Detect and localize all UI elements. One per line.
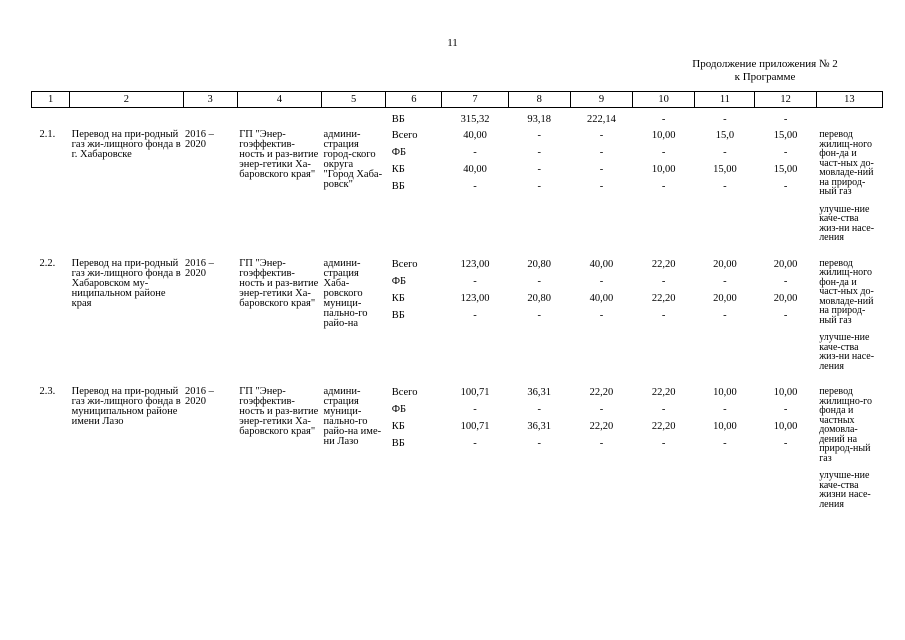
value-cell: - (661, 438, 666, 449)
executor: админи-страция муници-пально-го райо-на име-ни Лазо (323, 386, 382, 447)
values-col-7 (442, 130, 508, 251)
values-col-8 (508, 251, 570, 380)
col-header-3: 3 (183, 92, 237, 108)
col-header-9: 9 (570, 92, 632, 108)
value-cell: 40,00 (589, 292, 614, 304)
value-cell: - (473, 275, 477, 287)
result-text: улучше-ние каче-ства жиз-ни насе-ления (819, 332, 875, 372)
values-col-12 (755, 251, 816, 380)
row-number: 2.2. (39, 257, 56, 269)
value-cell: - (783, 114, 788, 125)
value-cell: - (723, 438, 727, 449)
value-cell: - (783, 309, 788, 321)
table-row (32, 379, 883, 517)
source-label: ВБ (391, 309, 405, 321)
expected-result (816, 251, 882, 380)
value-cell: 40,00 (463, 164, 487, 175)
value-cell: 10,00 (651, 130, 676, 141)
table-row-continuation (32, 108, 883, 131)
value-cell: - (537, 404, 541, 415)
header-row (32, 92, 883, 108)
values-col-9 (570, 251, 632, 380)
values-col-12 (755, 130, 816, 251)
value-cell: - (661, 404, 666, 415)
value-cell: 15,0 (715, 130, 735, 141)
table-row (32, 130, 883, 251)
value-cell: - (783, 404, 788, 415)
value-cell: 123,00 (460, 258, 490, 270)
value-cell: - (473, 438, 477, 449)
values-col-8 (508, 130, 570, 251)
source-label: ФБ (391, 404, 407, 415)
col-header-5: 5 (322, 92, 386, 108)
col-header-12: 12 (755, 92, 816, 108)
value-cell: 315,32 (460, 114, 490, 125)
value-cell: 15,00 (773, 130, 798, 141)
measure-name: Перевод на при-родный газ жи-лищного фонда в г. Хабаровске (71, 129, 181, 160)
value-cell: - (537, 130, 541, 141)
row-number: 2.3. (39, 386, 56, 397)
value-cell: - (661, 147, 666, 158)
value-cell: 10,00 (713, 387, 737, 398)
value-cell: 22,20 (589, 421, 614, 432)
col-header-13: 13 (816, 92, 882, 108)
value-cell: 100,71 (460, 421, 490, 432)
value-cell: - (473, 309, 477, 321)
appendix-caption (640, 58, 890, 84)
value-cell: - (473, 147, 477, 158)
value-cell: 36,31 (527, 421, 552, 432)
expected-result (816, 379, 882, 517)
value-cell: 20,00 (713, 258, 737, 270)
col-header-1: 1 (32, 92, 70, 108)
value-cell: - (723, 309, 727, 321)
source-cell: ВБ (391, 114, 405, 125)
value-cell: 10,00 (651, 164, 676, 175)
value-cell: - (723, 114, 727, 125)
source-label: КБ (391, 421, 405, 432)
value-cell: - (661, 309, 666, 321)
sources (386, 130, 442, 251)
value-cell: - (537, 309, 541, 321)
value-cell: - (599, 164, 604, 175)
value-cell: 100,71 (460, 387, 490, 398)
value-cell: - (537, 164, 541, 175)
value-cell: 22,20 (651, 292, 676, 304)
col-header-4: 4 (237, 92, 321, 108)
values-col-10 (633, 379, 695, 517)
value-cell: 22,20 (651, 387, 676, 398)
values-col-11 (695, 251, 755, 380)
value-cell: - (599, 147, 604, 158)
col-header-7: 7 (442, 92, 508, 108)
value-cell: 15,00 (773, 164, 798, 175)
value-cell: 22,20 (651, 421, 676, 432)
value-cell: 10,00 (713, 421, 737, 432)
value-cell: 36,31 (527, 387, 552, 398)
executor: админи-страция Хаба-ровского муници-пально-го райо-на (323, 257, 368, 329)
values-col-9 (570, 379, 632, 517)
appendix-caption-line-2: к Программе (734, 71, 796, 83)
page-number: 11 (447, 37, 458, 49)
executor: админи-страция город-ского округа "Город Хаба-ровск" (323, 129, 383, 190)
value-cell: - (783, 275, 788, 287)
value-cell: 40,00 (589, 258, 614, 270)
col-header-10: 10 (633, 92, 695, 108)
values-col-12 (755, 379, 816, 517)
value-cell: 20,80 (527, 258, 552, 270)
measure-name: Перевод на при-родный газ жи-лищного фонда в Хабаровском му-ниципальном районе края (71, 257, 181, 309)
value-cell: - (783, 438, 788, 449)
measure-name: Перевод на при-родный газ жи-лищного фонда в муниципальном районе имени Лазо (71, 386, 181, 427)
value-cell: 20,00 (773, 292, 798, 304)
result-text: перевод жилищно-го фонда и частных домовла-дений на природ-ный газ (819, 386, 873, 464)
state-program: ГП "Энер-гоэффектив-ность и раз-витие энер-гетики Ха-баровского края" (239, 386, 319, 437)
period: 2016 – 2020 (185, 257, 214, 279)
value-cell: 222,14 (587, 114, 616, 125)
value-cell: - (599, 309, 604, 321)
source-label: ФБ (391, 275, 407, 287)
value-cell: 20,00 (713, 292, 737, 304)
source-label: ФБ (391, 147, 407, 158)
value-cell: - (537, 275, 541, 287)
value-cell: - (723, 404, 727, 415)
value-cell: 10,00 (773, 421, 798, 432)
values-col-11 (695, 130, 755, 251)
row-number: 2.1. (39, 129, 56, 140)
result-text: перевод жилищ-ного фон-да и част-ных до-мовладе-ний на природ-ный газ (819, 257, 874, 326)
value-cell: - (661, 114, 666, 125)
value-cell: 20,80 (527, 292, 552, 304)
value-cell: 15,00 (713, 164, 737, 175)
table-row (32, 251, 883, 380)
col-header-2: 2 (70, 92, 183, 108)
value-cell: - (783, 147, 788, 158)
value-cell: 40,00 (463, 130, 487, 141)
source-label: КБ (391, 292, 405, 304)
value-cell: - (599, 275, 604, 287)
values-col-7 (442, 251, 508, 380)
value-cell: - (661, 275, 666, 287)
value-cell: - (473, 181, 477, 192)
value-cell: - (537, 438, 541, 449)
values-col-9 (570, 130, 632, 251)
values-col-8 (508, 379, 570, 517)
value-cell: - (723, 275, 727, 287)
appendix-caption-line-1: Продолжение приложения № 2 (692, 58, 838, 70)
col-header-8: 8 (508, 92, 570, 108)
expected-result (816, 130, 882, 251)
value-cell: - (537, 181, 541, 192)
value-cell: - (783, 181, 788, 192)
source-label: ВБ (391, 438, 405, 449)
values-col-7 (442, 379, 508, 517)
col-header-6: 6 (386, 92, 442, 108)
period: 2016 – 2020 (185, 129, 214, 150)
value-cell: 123,00 (460, 292, 490, 304)
source-label: Всего (391, 258, 418, 270)
value-cell: - (661, 181, 666, 192)
values-col-10 (633, 251, 695, 380)
state-program: ГП "Энер-гоэффектив-ность и раз-витие энер-гетики Ха-баровского края" (239, 129, 319, 180)
values-col-11 (695, 379, 755, 517)
state-program: ГП "Энер-гоэффектив-ность и раз-витие энер-гетики Ха-баровского края" (239, 257, 319, 309)
period: 2016 – 2020 (185, 386, 214, 407)
sources (386, 379, 442, 517)
value-cell: - (723, 147, 727, 158)
source-label: ВБ (391, 181, 405, 192)
source-label: Всего (391, 130, 418, 141)
value-cell: - (473, 404, 477, 415)
result-text: улучше-ние каче-ства жиз-ни насе-ления (819, 203, 875, 243)
value-cell: - (599, 404, 604, 415)
value-cell: - (537, 147, 541, 158)
value-cell: 20,00 (773, 258, 798, 270)
value-cell: - (599, 438, 604, 449)
program-table (31, 91, 883, 517)
value-cell: - (723, 181, 727, 192)
value-cell: 93,18 (527, 114, 552, 125)
value-cell: 22,20 (651, 258, 676, 270)
source-label: Всего (391, 387, 418, 398)
result-text: улучше-ние каче-ства жизни насе-ления (819, 470, 871, 510)
values-col-10 (633, 130, 695, 251)
value-cell: - (599, 130, 604, 141)
value-cell: 22,20 (589, 387, 614, 398)
value-cell: - (599, 181, 604, 192)
value-cell: 10,00 (773, 387, 798, 398)
source-label: КБ (391, 164, 405, 175)
sources (386, 251, 442, 380)
col-header-11: 11 (695, 92, 755, 108)
result-text: перевод жилищ-ного фон-да и част-ных до-мовладе-ний на природ-ный газ (819, 129, 874, 197)
